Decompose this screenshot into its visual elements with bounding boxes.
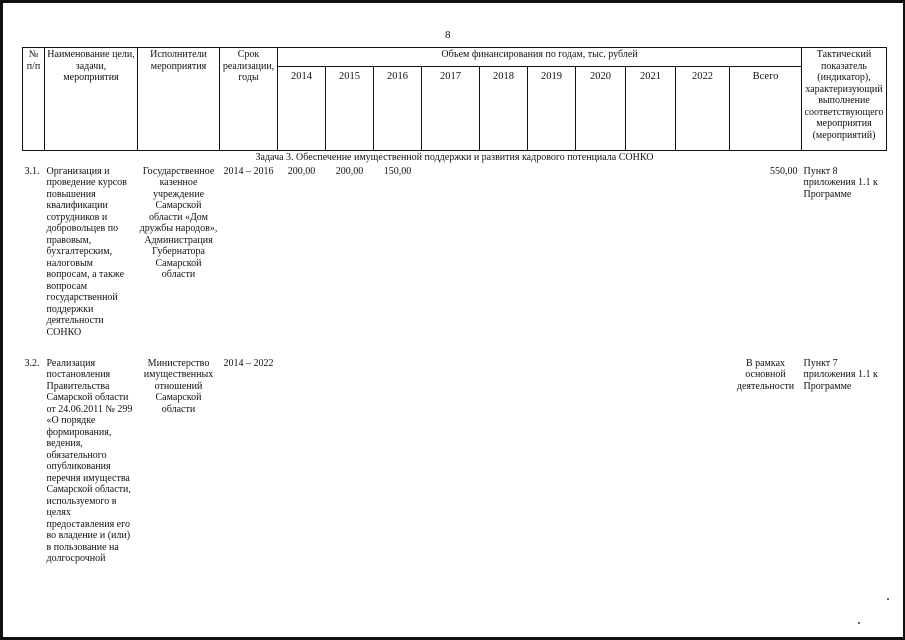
row-name: Организация и проведение курсов повышения квалификации сотрудников и добровольцев по правовым, бухгалтерским, налоговым вопросам, а также вопросам государственной поддержки деятельности СОНКО	[46, 165, 127, 338]
row-amount-2014	[278, 357, 326, 566]
header-term: Срок реализации, годы	[220, 48, 278, 151]
header-year: 2014	[278, 67, 326, 151]
header-year: 2018	[480, 67, 528, 151]
header-year: 2017	[422, 67, 480, 151]
row-term: 2014 – 2016	[223, 165, 274, 177]
row-term: 2014 – 2022	[223, 357, 274, 369]
row-name: Реализация постановления Правительства Самарской области от 24.06.2011 № 299 «О порядке формирования, ведения, обязательного опубликования перечня имущества Самарской области, используемого в целях предоставления его во владение и (или) в пользование на долгосрочной	[46, 357, 133, 564]
task-row	[23, 151, 887, 165]
row-indicator: Пункт 8 приложения 1.1 к Программе	[803, 165, 878, 200]
row-amount-2022	[676, 357, 730, 566]
row-total: 550,00	[770, 165, 798, 177]
header-financing: Объем финансирования по годам, тыс. рублей	[278, 48, 802, 67]
row-amount-2014: 200,00	[287, 165, 316, 177]
header-row-1	[23, 48, 887, 67]
header-year: 2022	[676, 67, 730, 151]
row-amount-2018	[480, 357, 528, 566]
header-name: Наименование цели, задачи, мероприятия	[45, 48, 138, 151]
header-year: 2020	[576, 67, 626, 151]
row-amount-2017	[422, 165, 480, 357]
table-row	[23, 165, 887, 357]
row-total: В рамках основной деятельности	[736, 357, 795, 392]
task-title: Задача 3. Обеспечение имущественной поддержки и развития кадрового потенциала СОНКО	[255, 152, 654, 163]
header-year: 2021	[626, 67, 676, 151]
row-amount-2020	[576, 165, 626, 357]
header-year: 2016	[374, 67, 422, 151]
header-executors: Исполнители мероприятия	[138, 48, 220, 151]
header-total: Всего	[730, 67, 802, 151]
row-amount-2017	[422, 357, 480, 566]
row-amount-2020	[576, 357, 626, 566]
row-amount-2022	[676, 165, 730, 357]
row-amount-2016: 150,00	[383, 165, 412, 177]
row-amount-2019	[528, 357, 576, 566]
row-amount-2015	[326, 357, 374, 566]
table-row	[23, 357, 887, 566]
row-indicator: Пункт 7 приложения 1.1 к Программе	[803, 357, 878, 392]
row-amount-2015: 200,00	[335, 165, 364, 177]
row-amount-2019	[528, 165, 576, 357]
row-executors: Государственное казенное учреждение Самарской области «Дом дружбы народов», Администрация Губернатора Самарской области	[139, 165, 218, 280]
financing-table	[22, 47, 887, 566]
header-num: № п/п	[23, 48, 45, 151]
header-year: 2015	[326, 67, 374, 151]
page-number: 8	[445, 29, 451, 41]
row-amount-2016	[374, 357, 422, 566]
scan-speck	[858, 622, 860, 624]
row-num: 3.2.	[24, 357, 40, 369]
header-year: 2019	[528, 67, 576, 151]
row-num: 3.1.	[24, 165, 40, 177]
row-amount-2018	[480, 165, 528, 357]
row-executors: Министерство имущественных отношений Самарской области	[143, 357, 214, 415]
header-indicator: Тактический показатель (индикатор), характеризующий выполнение соответствующего мероприятия (мероприятий)	[802, 48, 887, 151]
row-amount-2021	[626, 357, 676, 566]
row-amount-2021	[626, 165, 676, 357]
scan-speck	[887, 598, 889, 600]
